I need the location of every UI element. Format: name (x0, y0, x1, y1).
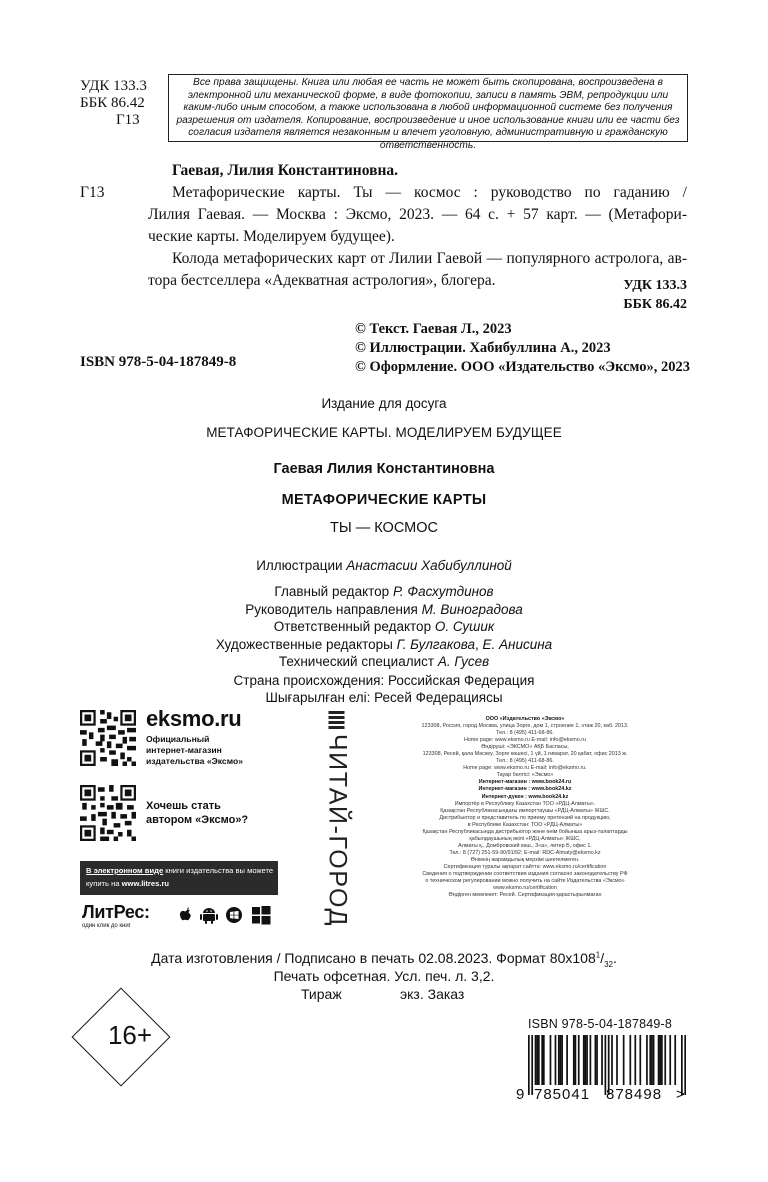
barcode-bar (649, 1035, 651, 1085)
barcode-bar (669, 1035, 671, 1085)
edition-type: Издание для досуга (321, 396, 447, 411)
legal-line: Өндіруші: «ЭКСМО» АҚБ Баспасы, (481, 744, 569, 751)
legal-line: Алматы қ., Домбровский көш., 3«а», литер Б, офис 1. (458, 842, 592, 849)
copyright-text: © Текст. Гаевая Л., 2023 (355, 321, 512, 337)
litres-banner[interactable]: В электронном виде книги издательства вы можете купить на www.litres.ru (80, 861, 278, 895)
catalog-codes (80, 78, 147, 129)
barcode-bar (528, 1035, 530, 1095)
book-title: МЕТАФОРИЧЕСКИЕ КАРТЫ (281, 492, 487, 508)
barcode-bar (653, 1035, 655, 1085)
barcode-bar (560, 1035, 562, 1085)
barcode-bar (674, 1035, 676, 1085)
barcode-bar (531, 1035, 533, 1095)
barcode-bar (535, 1035, 537, 1085)
book-subtitle: ТЫ — КОСМОС (330, 520, 438, 536)
litres-logo[interactable]: ЛитРес: (82, 902, 150, 922)
illustrator-name: Анастасии Хабибуллиной (346, 558, 512, 573)
chitai-gorod-stripes-icon (329, 711, 345, 731)
legal-line: қабылдаушының өкілі «РДЦ-Алматы» ЖШС, (469, 835, 581, 842)
legal-line: Home page: www.eksmo.ru E-mail: info@eksmo.ru. (463, 765, 587, 772)
illustrator-credit (0, 558, 768, 573)
barcode-bar (573, 1035, 575, 1085)
bibliography-codes (623, 276, 687, 314)
illustrator-label: Иллюстрации (256, 558, 347, 573)
legal-line: Өндірген мемлекет: Ресей. Сертификация қарастырылмаған (448, 892, 602, 899)
barcode-bar (651, 1035, 653, 1085)
legal-line: о техническом регулировании можно получить на сайте Издательства «Эксмо» (425, 878, 625, 885)
barcode-bar (646, 1035, 648, 1085)
barcode-bar (586, 1035, 588, 1085)
bibliography-line-1: Метафорические карты. Ты — космос : руководство по гаданию / (172, 184, 687, 201)
barcode-bar (661, 1035, 663, 1085)
barcode-isbn: ISBN 978-5-04-187849-8 (528, 1017, 673, 1031)
origin-country (0, 672, 768, 706)
barcode-bar (543, 1035, 545, 1085)
age-rating: 16+ (107, 1020, 153, 1050)
barcode-bar (595, 1035, 597, 1085)
credit-line: Главный редактор Р. Фасхутдинов (274, 584, 494, 599)
author-mark: Г13 (116, 112, 140, 128)
eksmo-tagline: Официальный интернет-магазин издательства «Эксмо» (146, 734, 243, 766)
publisher-legal-info (365, 716, 685, 899)
legal-line: Тел.: 8 (495) 411-68-86. (496, 758, 554, 765)
barcode-first-digit: 9 (516, 1086, 526, 1103)
barcode-bar (664, 1035, 666, 1085)
legal-line: Сведения о подтверждении соответствия издания согласно законодательству РФ (422, 871, 628, 878)
legal-line: Қазақстан Республикасында дистрибьютор және өнім бойынша арыз-талаптарды (422, 828, 628, 835)
credit-line: Ответственный редактор О. Сушик (273, 619, 495, 635)
bbk-code: ББК 86.42 (80, 95, 145, 111)
eksmo-qr-code (80, 710, 136, 766)
rights-notice: Все права защищены. Книга или любая ее часть не может быть скопирована, воспроизведена в электронной или механической форме, в виде фотокопии, записи в память ЭВМ, репродукции или каким-либо иным способом, а также использована в любой информационной системе без получения разрешения от издателя. Копирование, воспроизведение и иное использование книги или ее части без согласия издателя является незаконным и влечет уголовную, административную и гражданскую ответственность. (168, 74, 688, 142)
barcode-bar (575, 1035, 577, 1085)
legal-line: Қазақстан Республикасындағы импорттаушы «РДЦ-Алматы» ЖШС. (440, 807, 610, 814)
barcode-bar (583, 1035, 585, 1085)
author-invite[interactable]: Хочешь стать автором «Эксмо»? (146, 800, 249, 826)
android-icon (200, 908, 218, 924)
print-zakaz: экз. Заказ (400, 986, 465, 1002)
bibliography-annotation-2: тора бестселлера «Адекватная астрология», блогера. (148, 272, 496, 289)
barcode-bar (585, 1035, 587, 1085)
credit-line: Руководитель направления М. Виноградова (245, 601, 523, 617)
windows-icon (252, 906, 271, 925)
barcode-bar (634, 1035, 636, 1085)
print-info-line-2: Печать офсетная. Усл. печ. л. 3,2. (273, 968, 495, 984)
legal-line: www.eksmo.ru/certification (493, 885, 557, 892)
legal-line: 123308, Ресей, қала Мәскеу, Зорге көшесі, 1 үй, 1 ғимарат, 20 қабат, офис 2013 ж. (422, 751, 628, 758)
barcode-arrow: > (676, 1086, 686, 1103)
barcode-bar (623, 1035, 625, 1085)
legal-line: Интернет-магазин : www.book24.ru (478, 779, 572, 786)
chitai-gorod-logo: ЧИТАЙ-ГОРОД (320, 708, 354, 930)
print-info-line-1: Дата изготовления / Подписано в печать 02.08.2023. Формат $80х108^1/_{32}$. (151, 950, 617, 969)
legal-line: Интернет-дүкен : www.book24.kz (481, 793, 569, 800)
bibliography-bbk: ББК 86.42 (623, 297, 687, 312)
print-tirazh: Тираж (301, 986, 342, 1002)
copyright-design: © Оформление. ООО «Издательство «Эксмо», 2023 (355, 359, 690, 375)
barcode-bar (601, 1035, 603, 1085)
barcode-bar (616, 1035, 618, 1085)
copyright-block (355, 320, 690, 377)
barcode-bar (596, 1035, 598, 1085)
legal-line: Тел.: 8 (727) 251-59-90/91/92; E-mail: RDC-Almaty@eksmo.kz (449, 849, 601, 856)
copyright-illustrations: © Иллюстрации. Хабибуллина А., 2023 (355, 340, 611, 356)
origin-kz: Шығарылған елі: Ресей Федерациясы (265, 690, 503, 705)
barcode-bar (611, 1035, 613, 1085)
barcode-group-1: 785041 (534, 1086, 591, 1103)
windows-phone-icon (226, 907, 242, 923)
barcode-bar (566, 1035, 568, 1085)
bibliography-annotation-1: Колода метафорических карт от Лилии Гаевой — популярного астролога, ав- (172, 250, 687, 267)
legal-line: 123308, Россия, город Москва, улица Зорге, дом 1, строение 1, этаж 20, каб. 2013. (421, 723, 629, 730)
legal-line: Өнімнің жарамдылық мерзімі шектелмеген. (470, 856, 580, 863)
legal-line: Импортёр в Республику Казахстан ТОО «РДЦ-Алматы». (454, 800, 596, 807)
legal-line: Дистрибьютор и представитель по приему претензий на продукцию, (439, 814, 611, 821)
barcode-bar (578, 1035, 580, 1085)
barcode-bar (659, 1035, 661, 1085)
platform-icons (176, 905, 276, 925)
barcode-bar (555, 1035, 557, 1085)
barcode-bar (558, 1035, 560, 1085)
legal-line: Home page: www.eksmo.ru E-mail: info@eksmo.ru (463, 737, 586, 744)
barcode-bar (658, 1035, 660, 1085)
barcode-bar (639, 1035, 641, 1085)
eksmo-logo[interactable]: eksmo.ru (146, 706, 242, 731)
bibliography-mark: Г13 (80, 184, 105, 201)
author-full-name: Гаевая Лилия Константиновна (273, 461, 495, 477)
author-qr-code (80, 785, 136, 841)
litres-logo-sub: один клик до книг (82, 923, 131, 929)
barcode-bar (550, 1035, 552, 1085)
apple-icon (180, 907, 191, 920)
barcode-bar (561, 1035, 563, 1085)
udk-code: УДК 133.3 (80, 78, 147, 94)
barcode-bar (541, 1035, 543, 1085)
bibliography-line-3: ческие карты. Моделируем будущее). (148, 228, 395, 245)
isbn: ISBN 978-5-04-187849-8 (80, 354, 237, 370)
legal-line: в Республике Казахстан: ТОО «РДЦ-Алматы» (467, 821, 583, 828)
bibliography-author: Гаевая, Лилия Константиновна. (172, 162, 399, 179)
series-title: МЕТАФОРИЧЕСКИЕ КАРТЫ. МОДЕЛИРУЕМ БУДУЩЕЕ (206, 425, 562, 440)
barcode-bar (536, 1035, 538, 1085)
origin-ru: Страна происхождения: Российская Федерация (233, 673, 535, 688)
barcode-bar (629, 1035, 631, 1085)
legal-line: Тел.: 8 (495) 411-68-86. (496, 730, 554, 737)
legal-line: ООО «Издательство «Эксмо» (485, 716, 565, 722)
barcode-bar (538, 1035, 540, 1085)
legal-line: Сертификация туралы ақпарат сайтта: www.eksmo.ru/certification (443, 863, 607, 870)
staff-credits (0, 583, 768, 671)
credit-line: Технический специалист А. Гусев (278, 654, 490, 670)
barcode-group-2: 878498 (606, 1086, 663, 1103)
legal-line: Интернет-магазин : www.book24.kz (478, 786, 572, 793)
legal-line: Тауар белгісі: «Эксмо» (496, 772, 554, 779)
credit-line: Художественные редакторы Г. Булгакова, Е. Анисина (215, 636, 553, 652)
bibliography-line-2: Лилия Гаевая. — Москва : Эксмо, 2023. — 64 с. + 57 карт. — (Метафори- (148, 206, 687, 223)
barcode-bar (590, 1035, 592, 1085)
bibliography-udk: УДК 133.3 (623, 278, 687, 293)
